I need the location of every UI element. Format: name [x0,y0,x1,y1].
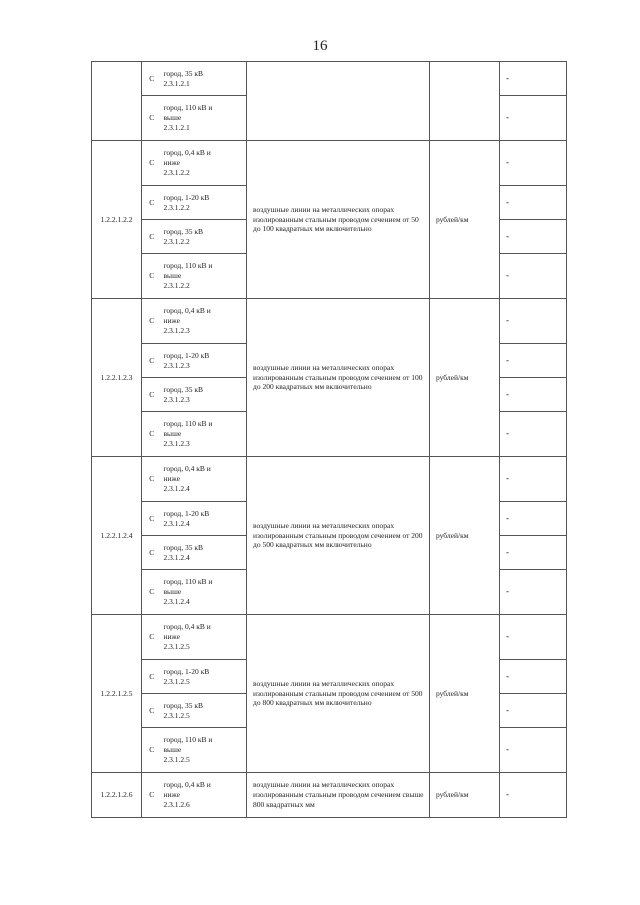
category-letter: С [142,344,162,378]
voltage-level-line: 2.3.1.2.4 [163,596,190,606]
category-letter: С [142,615,162,660]
value-cell: - [500,536,567,570]
description-cell-empty [247,62,430,141]
voltage-level-line: 2.3.1.2.3 [163,360,190,370]
unit-cell: рублей/км [430,141,500,299]
value-cell: - [500,615,567,660]
voltage-level-cell [162,344,247,378]
voltage-level-line: 2.3.1.2.2 [163,280,190,290]
voltage-level-line: 2.3.1.2.5 [163,710,190,720]
table-body [92,62,567,818]
page-number: 16 [312,38,328,54]
category-letter: С [142,570,162,615]
voltage-level-line: 2.3.1.2.5 [163,754,190,764]
table-row [92,457,567,502]
voltage-level-line: выше [163,587,182,597]
category-letter: С [142,660,162,694]
voltage-level-line: ниже [163,158,180,168]
voltage-level-line: 2.3.1.2.3 [163,438,190,448]
value-cell: - [500,344,567,378]
row-code: 1.2.2.1.2.2 [92,141,142,299]
voltage-level-line: ниже [163,632,180,642]
voltage-level-cell [162,96,247,141]
voltage-level-cell [162,773,247,818]
value-cell: - [500,570,567,615]
row-code: 1.2.2.1.2.3 [92,299,142,457]
category-letter: С [142,141,162,186]
value-cell: - [500,773,567,818]
voltage-level-cell [162,660,247,694]
voltage-level-line: город, 110 кВ и [163,261,213,271]
value-cell: - [500,694,567,728]
voltage-level-line: город, 0,4 кВ и [163,306,211,316]
category-letter: С [142,694,162,728]
voltage-level-line: город, 0,4 кВ и [163,622,211,632]
voltage-level-line: 2.3.1.2.2 [163,236,190,246]
voltage-level-line: 2.3.1.2.5 [163,641,190,651]
category-letter: С [142,412,162,457]
code-cell-empty [92,62,142,141]
voltage-level-line: город, 1-20 кВ [163,192,210,202]
voltage-level-line: 2.3.1.2.6 [163,799,190,809]
line-description: воздушные линии на металлических опорах изолированным стальным проводом сечением от 50 до 100 квадратных мм включительно [247,141,430,299]
row-code: 1.2.2.1.2.4 [92,457,142,615]
category-letter: С [142,728,162,773]
voltage-level-line: город, 1-20 кВ [163,508,210,518]
value-cell: - [500,660,567,694]
value-cell: - [500,254,567,299]
voltage-level-cell [162,570,247,615]
category-letter: С [142,186,162,220]
value-cell: - [500,378,567,412]
voltage-level-line: город, 110 кВ и [163,103,213,113]
voltage-level-line: город, 0,4 кВ и [163,780,211,790]
value-cell: - [500,186,567,220]
category-letter: С [142,378,162,412]
voltage-level-line: 2.3.1.2.2 [163,202,190,212]
value-cell: - [500,220,567,254]
voltage-level-cell [162,299,247,344]
tariff-table [91,61,567,818]
voltage-level-line: выше [163,745,182,755]
voltage-level-line: ниже [163,474,180,484]
voltage-level-line: город, 1-20 кВ [163,350,210,360]
unit-cell: рублей/км [430,773,500,818]
value-cell: - [500,457,567,502]
unit-cell: рублей/км [430,615,500,773]
value-cell: - [500,502,567,536]
voltage-level-cell [162,412,247,457]
line-description: воздушные линии на металлических опорах изолированным стальным проводом сечением от 500 до 800 квадратных мм включительно [247,615,430,773]
voltage-level-line: 2.3.1.2.3 [163,325,190,335]
table-row [92,299,567,344]
voltage-level-line: город, 110 кВ и [163,419,213,429]
line-description: воздушные линии на металлических опорах изолированным стальным проводом сечением от 100 до 200 квадратных мм включительно [247,299,430,457]
voltage-level-line: выше [163,429,182,439]
row-code: 1.2.2.1.2.6 [92,773,142,818]
category-letter: С [142,502,162,536]
voltage-level-line: город, 35 кВ [163,700,204,710]
category-letter: С [142,536,162,570]
unit-cell: рублей/км [430,457,500,615]
line-description: воздушные линии на металлических опорах изолированным стальным проводом сечением свыше 800 квадратных мм [247,773,430,818]
unit-cell: рублей/км [430,299,500,457]
voltage-level-line: город, 35 кВ [163,68,204,78]
voltage-level-cell [162,62,247,96]
voltage-level-line: город, 35 кВ [163,226,204,236]
table-row [92,615,567,660]
voltage-level-line: ниже [163,790,180,800]
voltage-level-cell [162,502,247,536]
category-letter: С [142,299,162,344]
value-cell: - [500,141,567,186]
voltage-level-line: 2.3.1.2.2 [163,167,190,177]
voltage-level-line: город, 110 кВ и [163,735,213,745]
voltage-level-cell [162,186,247,220]
voltage-level-cell [162,254,247,299]
voltage-level-line: город, 0,4 кВ и [163,148,211,158]
voltage-level-cell [162,220,247,254]
table-row [92,62,567,96]
unit-cell-empty [430,62,500,141]
value-cell: - [500,62,567,96]
voltage-level-line: город, 35 кВ [163,384,204,394]
voltage-level-cell [162,378,247,412]
voltage-level-line: ниже [163,316,180,326]
voltage-level-line: 2.3.1.2.3 [163,394,190,404]
voltage-level-line: 2.3.1.2.4 [163,483,190,493]
value-cell: - [500,728,567,773]
voltage-level-cell [162,694,247,728]
value-cell: - [500,412,567,457]
voltage-level-line: выше [163,271,182,281]
voltage-level-cell [162,536,247,570]
category-letter: С [142,773,162,818]
voltage-level-line: город, 110 кВ и [163,577,213,587]
voltage-level-line: город, 0,4 кВ и [163,464,211,474]
value-cell: - [500,299,567,344]
voltage-level-line: город, 1-20 кВ [163,666,210,676]
voltage-level-cell [162,728,247,773]
voltage-level-cell [162,141,247,186]
line-description: воздушные линии на металлических опорах изолированным стальным проводом сечением от 200 до 500 квадратных мм включительно [247,457,430,615]
voltage-level-line: 2.3.1.2.1 [163,122,190,132]
category-letter: С [142,220,162,254]
voltage-level-line: выше [163,113,182,123]
voltage-level-cell [162,615,247,660]
table-row [92,141,567,186]
table-row [92,773,567,818]
voltage-level-line: город, 35 кВ [163,542,204,552]
category-letter: С [142,254,162,299]
row-code: 1.2.2.1.2.5 [92,615,142,773]
voltage-level-line: 2.3.1.2.1 [163,78,190,88]
category-letter: С [142,62,162,96]
value-cell: - [500,96,567,141]
voltage-level-line: 2.3.1.2.4 [163,552,190,562]
category-letter: С [142,457,162,502]
voltage-level-cell [162,457,247,502]
voltage-level-line: 2.3.1.2.4 [163,518,190,528]
voltage-level-line: 2.3.1.2.5 [163,676,190,686]
category-letter: С [142,96,162,141]
